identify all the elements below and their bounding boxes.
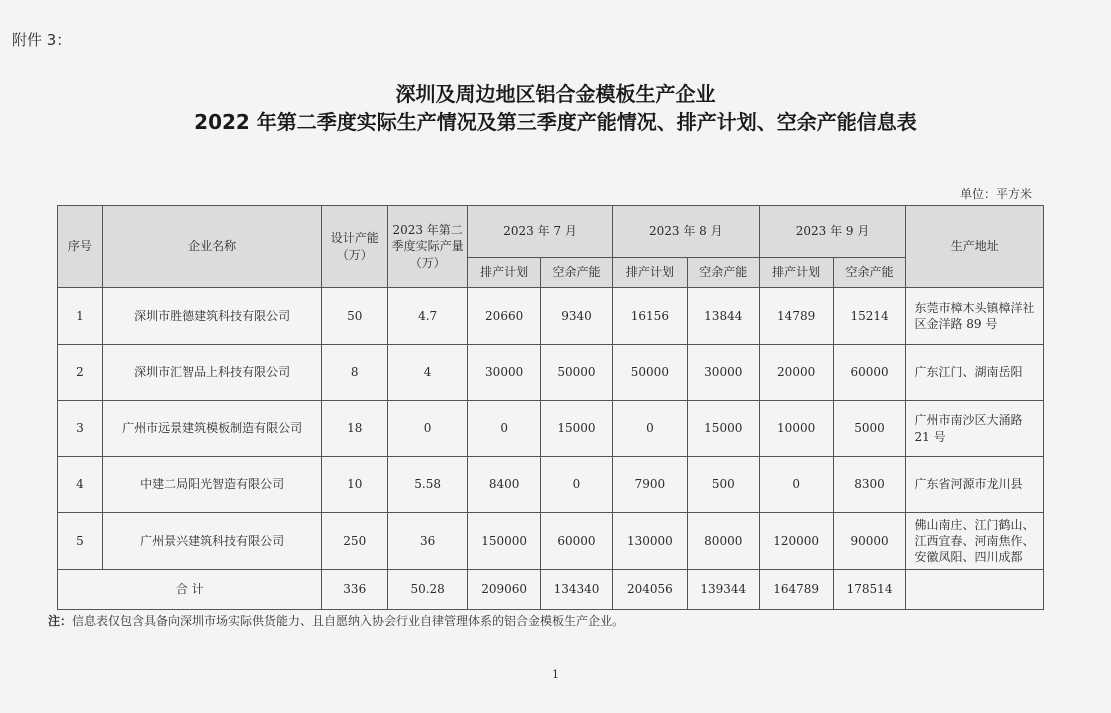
- info-table: [57, 205, 1044, 610]
- footnote-label: 注：: [48, 614, 73, 628]
- header-capacity: 设计产能（万）: [322, 206, 388, 288]
- header-september: 2023 年 9 月: [759, 206, 906, 258]
- row-company-name: 中建二局阳光智造有限公司: [102, 457, 322, 513]
- total-jul-plan: 209060: [468, 570, 541, 610]
- row-jul-spare: 15000: [541, 401, 613, 457]
- header-sep-spare: 空余产能: [833, 258, 906, 288]
- row-sep-spare: 15214: [833, 288, 906, 345]
- row-q2-actual: 36: [388, 513, 468, 570]
- header-august: 2023 年 8 月: [612, 206, 759, 258]
- attachment-label: 附件 3：: [12, 31, 72, 49]
- row-jul-plan: 30000: [468, 345, 541, 401]
- row-capacity: 10: [322, 457, 388, 513]
- header-july: 2023 年 7 月: [468, 206, 613, 258]
- row-aug-spare: 80000: [687, 513, 759, 570]
- row-jul-spare: 9340: [541, 288, 613, 345]
- page-number: 1: [552, 668, 559, 681]
- row-q2-actual: 0: [388, 401, 468, 457]
- row-sep-spare: 5000: [833, 401, 906, 457]
- total-sep-spare: 178514: [833, 570, 906, 610]
- row-aug-spare: 13844: [687, 288, 759, 345]
- table-row: [58, 345, 1044, 401]
- total-address: [906, 570, 1044, 610]
- footnote: [48, 612, 624, 629]
- row-jul-spare: 0: [541, 457, 613, 513]
- row-seq: 1: [58, 288, 103, 345]
- total-q2-actual: 50.28: [388, 570, 468, 610]
- row-sep-spare: 60000: [833, 345, 906, 401]
- row-aug-plan: 50000: [612, 345, 687, 401]
- row-seq: 2: [58, 345, 103, 401]
- row-jul-plan: 20660: [468, 288, 541, 345]
- row-sep-spare: 90000: [833, 513, 906, 570]
- row-sep-plan: 14789: [759, 288, 833, 345]
- row-seq: 5: [58, 513, 103, 570]
- row-jul-plan: 0: [468, 401, 541, 457]
- header-address: 生产地址: [906, 206, 1044, 288]
- row-aug-spare: 500: [687, 457, 759, 513]
- row-aug-spare: 30000: [687, 345, 759, 401]
- total-aug-spare: 139344: [687, 570, 759, 610]
- total-sep-plan: 164789: [759, 570, 833, 610]
- row-aug-plan: 16156: [612, 288, 687, 345]
- header-name: 企业名称: [102, 206, 322, 288]
- row-address: 佛山南庄、江门鹤山、江西宜春、河南焦作、安徽凤阳、四川成都: [906, 513, 1044, 570]
- row-capacity: 8: [322, 345, 388, 401]
- header-aug-plan: 排产计划: [612, 258, 687, 288]
- row-jul-plan: 8400: [468, 457, 541, 513]
- unit-label: 单位：平方米: [960, 187, 1033, 201]
- total-jul-spare: 134340: [541, 570, 613, 610]
- row-jul-plan: 150000: [468, 513, 541, 570]
- row-q2-actual: 4.7: [388, 288, 468, 345]
- row-aug-plan: 7900: [612, 457, 687, 513]
- row-sep-plan: 0: [759, 457, 833, 513]
- table-row: [58, 457, 1044, 513]
- row-sep-spare: 8300: [833, 457, 906, 513]
- row-capacity: 50: [322, 288, 388, 345]
- row-company-name: 广州市远景建筑模板制造有限公司: [102, 401, 322, 457]
- title-line-1: 深圳及周边地区铝合金模板生产企业: [395, 82, 716, 106]
- header-jul-plan: 排产计划: [468, 258, 541, 288]
- title-line-2: 2022 年第二季度实际生产情况及第三季度产能情况、排产计划、空余产能信息表: [194, 110, 917, 134]
- row-company-name: 深圳市胜德建筑科技有限公司: [102, 288, 322, 345]
- row-address: 东莞市樟木头镇樟洋社区金洋路 89 号: [906, 288, 1044, 345]
- header-sep-plan: 排产计划: [759, 258, 833, 288]
- row-sep-plan: 20000: [759, 345, 833, 401]
- header-jul-spare: 空余产能: [541, 258, 613, 288]
- table-row: [58, 288, 1044, 345]
- row-jul-spare: 50000: [541, 345, 613, 401]
- row-sep-plan: 120000: [759, 513, 833, 570]
- total-label: 合 计: [58, 570, 322, 610]
- row-seq: 3: [58, 401, 103, 457]
- row-jul-spare: 60000: [541, 513, 613, 570]
- row-address: 广州市南沙区大涌路 21 号: [906, 401, 1044, 457]
- table-row: [58, 401, 1044, 457]
- total-capacity: 336: [322, 570, 388, 610]
- row-address: 广东省河源市龙川县: [906, 457, 1044, 513]
- header-aug-spare: 空余产能: [687, 258, 759, 288]
- header-q2-actual: 2023 年第二季度实际产量（万）: [388, 206, 468, 288]
- row-capacity: 250: [322, 513, 388, 570]
- row-q2-actual: 4: [388, 345, 468, 401]
- row-seq: 4: [58, 457, 103, 513]
- row-aug-plan: 0: [612, 401, 687, 457]
- row-sep-plan: 10000: [759, 401, 833, 457]
- footnote-text: 信息表仅包含具备向深圳市场实际供货能力、且自愿纳入协会行业自律管理体系的铝合金模板生产企业。: [72, 614, 625, 628]
- row-capacity: 18: [322, 401, 388, 457]
- row-address: 广东江门、湖南岳阳: [906, 345, 1044, 401]
- row-company-name: 广州景兴建筑科技有限公司: [102, 513, 322, 570]
- table-row: [58, 513, 1044, 570]
- row-company-name: 深圳市汇智品上科技有限公司: [102, 345, 322, 401]
- total-row: [58, 570, 1044, 610]
- row-aug-plan: 130000: [612, 513, 687, 570]
- header-row-1: [58, 206, 1044, 258]
- row-q2-actual: 5.58: [388, 457, 468, 513]
- row-aug-spare: 15000: [687, 401, 759, 457]
- header-seq: 序号: [58, 206, 103, 288]
- total-aug-plan: 204056: [612, 570, 687, 610]
